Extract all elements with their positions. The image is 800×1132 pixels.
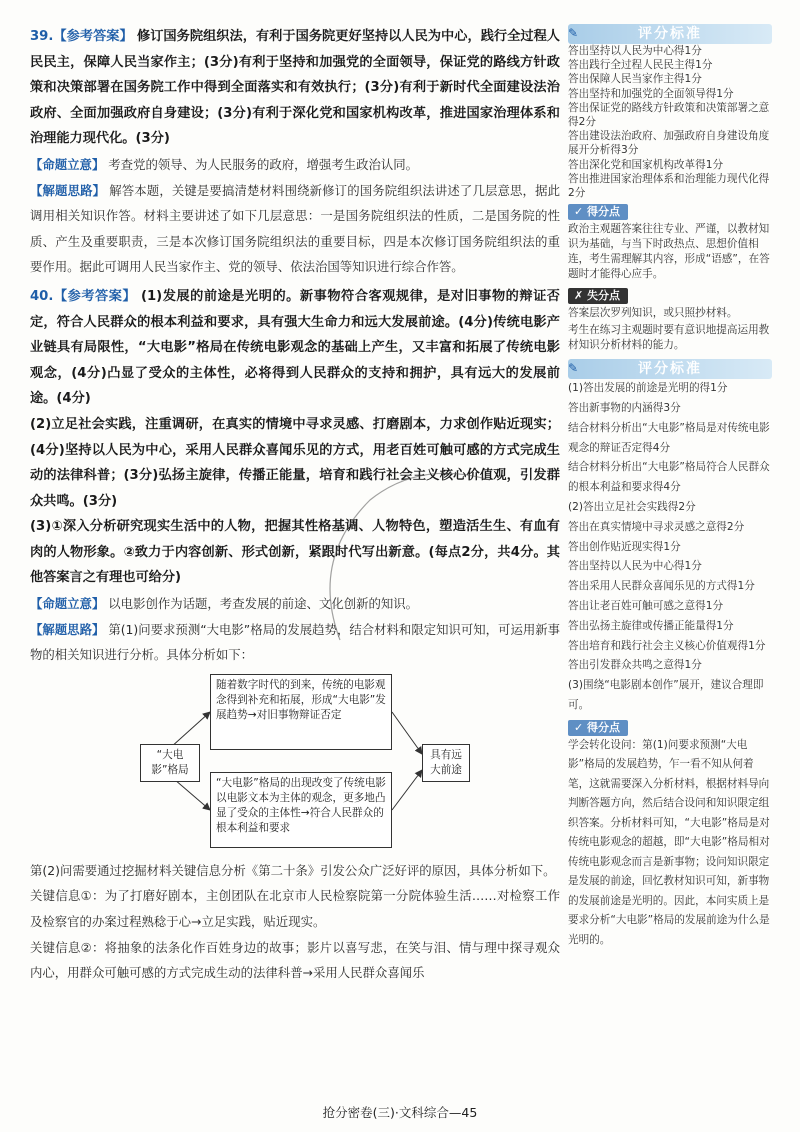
q40-approach: [30, 617, 560, 668]
scoring-standard-title-2: ✎ 评分标准: [568, 359, 772, 379]
scoring-2-item: 答出创作贴近现实得1分: [568, 540, 681, 553]
q40-after-2: 关键信息①：为了打磨好剧本，主创团队在北京市人民检察院第一分院体验生活……对检察工作及检察官的办案过程熟稔于心→立足实践，贴近现实。: [30, 888, 560, 930]
diagram-bottom-box: “大电影”格局的出现改变了传统电影以电影文本为主体的观念，更多地凸显了受众的主体性→符合人民群众的根本利益和要求: [210, 772, 392, 848]
q39-intent-tag: 【命题立意】: [30, 156, 105, 172]
scoring-1-item: 答出坚持和加强党的全面领导得1分: [568, 87, 734, 100]
page-footer: 抢分密卷(三)·文科综合—45: [322, 1105, 478, 1120]
scoring-1-item: 答出坚持以人民为中心得1分: [568, 45, 702, 57]
main-column: [30, 24, 560, 986]
scoring-2-item: 答出在真实情境中寻求灵感之意得2分: [568, 520, 745, 533]
q39-intent-text: 考查党的领导、为人民服务的政府，增强考生政治认同。: [108, 156, 419, 172]
q40-number: 40.: [30, 288, 54, 304]
score-point-head-1: ✓ 得分点: [568, 204, 628, 220]
scoring-list-2: [568, 379, 772, 716]
scoring-2-item: (3)围绕“电影剧本创作”展开，建议合理即可。: [568, 679, 764, 711]
q40-approach-tag: 【解题思路】: [30, 621, 105, 637]
side-column: [568, 24, 772, 950]
scoring-icon: ✎: [567, 26, 581, 40]
scoring-1-item: 答出保障人民当家作主得1分: [568, 73, 702, 86]
q40-intent: [30, 591, 560, 617]
q39-answer-text: 修订国务院组织法，有利于国务院更好坚持以人民为中心，践行全过程人民民主，保障人民当家作主；(3分)有利于坚持和加强党的全面领导，保证党的路线方针政策和决策部署在国务院工作中得到全面落实和有效执行；(3分)有利于新时代全面建设法治政府、全面加强政府自身建设；(3分)有利于深化党和国家机构改革，推进国家治理体系和治理能力现代化。(3分): [30, 29, 560, 147]
score-point-text-2: 学会转化设问：第(1)问要求预测“大电影”格局的发展趋势，乍一看不知从何着笔，这就需要深入分析材料，根据材料导向判断答题方向，然后结合设问和知识限定组织答案。分析材料可知，“大电影”格局是对传统电影观念的超越，即“大电影”格局相对传统电影观念而言是新事物；设问知识限定是发展的前途，回忆教材知识可知，新事物的发展前途是光明的。因此，本问实质上是要求分析“大电影”格局的发展前途为什么是光明的。: [568, 738, 770, 946]
scoring-2-item: 结合材料分析出“大电影”格局是对传统电影观念的辩证否定得4分: [568, 421, 770, 454]
q39-approach: [30, 178, 560, 280]
score-point-head-2: ✓ 得分点: [568, 720, 628, 736]
q40-answer-tag: 【参考答案】: [53, 288, 137, 304]
scoring-2-item: 结合材料分析出“大电影”格局符合人民群众的根本利益和要求得4分: [568, 461, 770, 494]
scoring-1-item: 答出保证党的路线方针政策和决策部署之意得2分: [568, 101, 770, 129]
diagram-right-box: 具有远大前途: [422, 744, 470, 782]
q40-intent-text: 以电影创作为话题，考查发展的前途、文化创新的知识。: [108, 596, 419, 612]
lose-point-head: ✗ 失分点: [568, 288, 628, 304]
q39-approach-tag: 【解题思路】: [30, 182, 106, 198]
q39-answer: [30, 24, 560, 152]
scoring-2-item: 答出新事物的内涵得3分: [568, 402, 681, 415]
lose-point-text-1: 答案层次罗列知识，或只照抄材料。: [568, 307, 738, 320]
scoring-1-item: 答出践行全过程人民民主得1分: [568, 59, 713, 72]
scoring-1-item: 答出建设法治政府、加强政府自身建设角度展开分析得3分: [568, 130, 770, 157]
scoring-2-item: 答出引发群众共鸣之意得1分: [568, 659, 702, 672]
q40-after-1: 第(2)问需要通过挖掘材料关键信息分析《第二十条》引发公众广泛好评的原因，具体分析如下。: [30, 862, 556, 878]
scoring-2-item: (2)答出立足社会实践得2分: [568, 501, 696, 514]
q40-approach-text: 第(1)问要求预测“大电影”格局的发展趋势，结合材料和限定知识可知，可运用新事物的相关知识进行分析。具体分析如下：: [30, 621, 561, 663]
q40-intent-tag: 【命题立意】: [30, 596, 105, 612]
scoring-2-item: 答出弘扬主旋律或传播正能量得1分: [568, 619, 734, 632]
q39-number: 39.: [30, 29, 54, 44]
q40-answer-p3: (3)①深入分析研究现实生活中的人物，把握其性格基调、人物特色，塑造活生生、有血有肉的人物形象。②致力于内容创新、形式创新，紧跟时代写出新意。(每点2分，共4分。其他答案言之有理也可给分): [30, 519, 560, 586]
q39-approach-text: 解答本题，关键是要搞清楚材料围绕新修订的国务院组织法讲述了几层意思，据此调用相关知识作答。材料主要讲述了如下几层意思：一是国务院组织法的性质，二是国务院的性质、产生及重要职责，三是本次修订国务院组织法的重要目标，四是本次修订国务院组织法的重要作用。据此可调用人民当家作主、党的领导、依法治国等知识进行综合作答。: [30, 182, 560, 275]
q39-answer-tag: 【参考答案】: [53, 29, 133, 44]
scoring-icon-2: ✎: [567, 361, 581, 376]
scoring-1-item: 答出推进国家治理体系和治理能力现代化得2分: [568, 172, 770, 200]
q40-answer-p2: (2)立足社会实践，注重调研，在真实的情境中寻求灵感、打磨剧本，力求创作贴近现实；(4分)坚持以人民为中心，采用人民群众喜闻乐见的方式，用老百姓可触可感的方式完成生动的法律科普；(3分)弘扬主旋律，传播正能量，培育和践行社会主义核心价值观，引发群众共鸣。(3分): [30, 416, 560, 509]
lose-point-text-2: 考生在练习主观题时要有意识地提高运用教材知识分析材料的能力。: [568, 324, 770, 352]
scoring-2-item: (1)答出发展的前途是光明的得1分: [568, 382, 728, 395]
diagram-left-box: “大电影”格局: [140, 744, 200, 782]
scoring-1-item: 答出深化党和国家机构改革得1分: [568, 158, 724, 171]
q40-answer-p1-text: (1)发展的前途是光明的。新事物符合客观规律，是对旧事物的辩证否定，符合人民群众的根本利益和要求，具有强大生命力和远大发展前途。(4分)传统电影产业链具有局限性，“大电影”格局在传统电影观念的基础上产生，又丰富和拓展了传统电影观念，(4分)凸显了受众的主体性，必将得到人民群众的支持和拥护，具有远大的发展前途。(4分): [30, 288, 560, 407]
q39-intent: [30, 152, 560, 178]
q40-answer-p1: [30, 284, 560, 412]
scoring-2-item: 答出采用人民群众喜闻乐见的方式得1分: [568, 580, 755, 593]
score-point-text-1: 政治主观题答案往往专业、严谨，以教材知识为基础，与当下时政热点、思想价值相连，考生需理解其内容，形成“语感”，在答题时才能得心应手。: [568, 223, 770, 281]
analysis-diagram: [30, 672, 530, 852]
scoring-standard-title-1: ✎ 评分标准: [568, 24, 772, 44]
scoring-2-item: 答出让老百姓可触可感之意得1分: [568, 600, 724, 612]
scoring-2-item: 答出坚持以人民为中心得1分: [568, 560, 702, 573]
diagram-top-box: 随着数字时代的到来，传统的电影观念得到补充和拓展，形成“大电影”发展趋势→对旧事物辩证否定: [210, 674, 392, 750]
q40-after-3: 关键信息②：将抽象的法条化作百姓身边的故事；影片以喜写悲，在笑与泪、情与理中探寻观众内心，用群众可触可感的方式完成生动的法律科普→采用人民群众喜闻乐: [30, 939, 560, 981]
scoring-2-item: 答出培育和践行社会主义核心价值观得1分: [568, 639, 766, 652]
scoring-list-1: [568, 44, 772, 200]
